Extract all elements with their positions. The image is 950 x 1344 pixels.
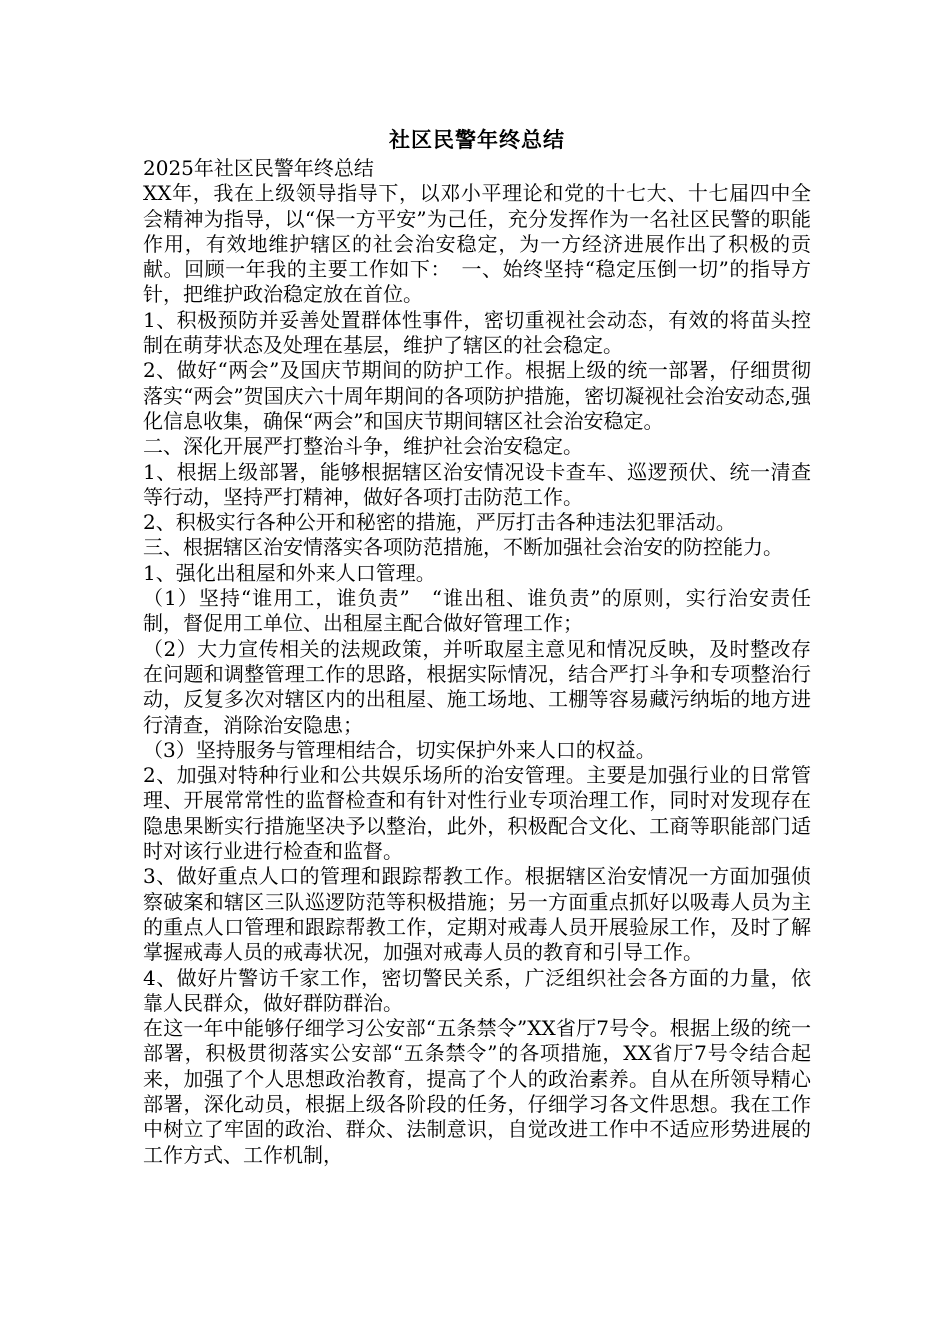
document-title: 社区民警年终总结 [389,127,565,152]
body-paragraph: 1、根据上级部署，能够根据辖区治安情况设卡查车、巡逻预伏、统一清查等行动，坚持严打精神，做好各项打击防范工作。 [143,459,811,509]
document-page [143,124,811,1168]
body-paragraph: （1）坚持“谁用工，谁负责” “谁出租、谁负责”的原则，实行治安责任制，督促用工单位、出租屋主配合做好管理工作； [143,586,811,636]
body-paragraph: 4、做好片警访千家工作，密切警民关系，广泛组织社会各方面的力量，依靠人民群众，做好群防群治。 [143,965,811,1015]
subtitle-line: 2025年社区民警年终总结 [143,156,374,180]
body-paragraph: 2、加强对特种行业和公共娱乐场所的治安管理。主要是加强行业的日常管理、开展常常性的监督检查和有针对性行业专项治理工作，同时对发现存在隐患果断实行措施坚决予以整治，此外，积极配合文化、工商等职能部门适时对该行业进行检查和监督。 [143,763,811,864]
section-heading: 三、根据辖区治安情落实各项防范措施，不断加强社会治安的防控能力。 [143,535,783,560]
body-paragraph: XX年，我在上级领导指导下，以邓小平理论和党的十七大、十七届四中全会精神为指导，以“保一方平安”为己任，充分发挥作为一名社区民警的职能作用，有效地维护辖区的社会治安稳定，为一方经济进展作出了积极的贡献。回顾一年我的主要工作如下： 一、始终坚持“稳定压倒一切”的指导方针，把维护政治稳定放在首位。 [143,181,811,307]
body-paragraph: 1、强化出租屋和外来人口管理。 [143,560,436,585]
body-paragraph: 3、做好重点人口的管理和跟踪帮教工作。根据辖区治安情况一方面加强侦察破案和辖区三队巡逻防范等积极措施；另一方面重点抓好以吸毒人员为主的重点人口管理和跟踪帮教工作，定期对戒毒人员开展验尿工作，及时了解掌握戒毒人员的戒毒状况，加强对戒毒人员的教育和引导工作。 [143,864,811,965]
body-paragraph: （3）坚持服务与管理相结合，切实保护外来人口的权益。 [143,737,656,762]
document-body [143,156,811,1168]
body-paragraph: 在这一年中能够仔细学习公安部“五条禁令”XX省厅7号令。根据上级的统一部署，积极贯彻落实公安部“五条禁令”的各项措施，XX省厅7号令结合起来，加强了个人思想政治教育，提高了个人的政治素养。自从在所领导精心部署，深化动员，根据上级各阶段的任务，仔细学习各文件思想。我在工作中树立了牢固的政治、群众、法制意识，自觉改进工作中不适应形势进展的工作方式、工作机制， [143,1016,811,1167]
body-paragraph: （2）大力宣传相关的法规政策，并听取屋主意见和情况反映，及时整改存在问题和调整管理工作的思路，根据实际情况，结合严打斗争和专项整治行动，反复多次对辖区内的出租屋、施工场地、工棚等容易藏污纳垢的地方进行清查，消除治安隐患； [143,636,811,737]
section-heading: 二、深化开展严打整治斗争，维护社会治安稳定。 [143,434,583,459]
body-paragraph: 1、积极预防并妥善处置群体性事件，密切重视社会动态，有效的将苗头控制在萌芽状态及处理在基层，维护了辖区的社会稳定。 [143,307,811,358]
body-paragraph: 2、积极实行各种公开和秘密的措施，严厉打击各种违法犯罪活动。 [143,510,736,535]
body-paragraph: 2、做好“两会”及国庆节期间的防护工作。根据上级的统一部署，仔细贯彻落实“两会”贺国庆六十周年期间的各项防护措施，密切凝视社会治安动态,强化信息收集，确保“两会”和国庆节期间辖区社会治安稳定。 [143,358,811,433]
